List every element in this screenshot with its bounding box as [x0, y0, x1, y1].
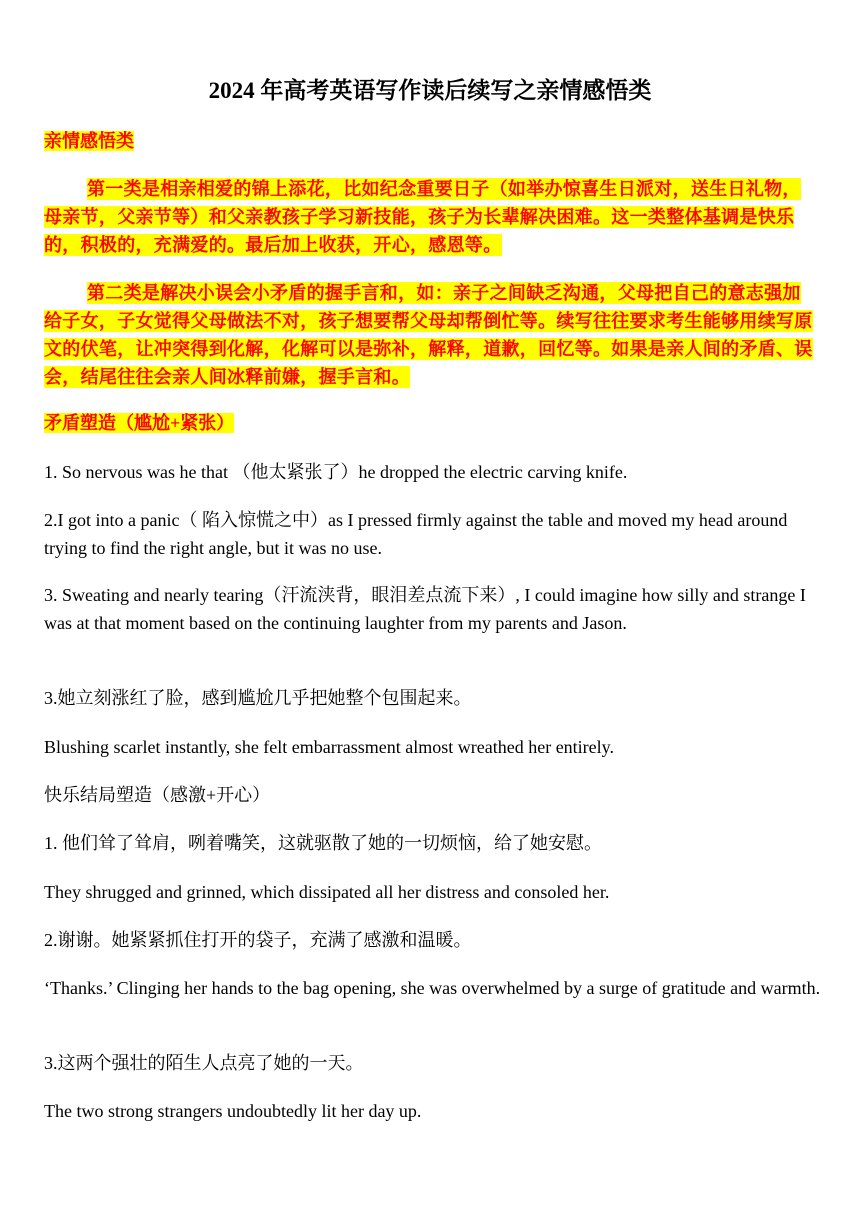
category-one-paragraph: [44, 175, 816, 259]
example-sentence-chinese: 3.她立刻涨红了脸，感到尴尬几乎把她整个包围起来。: [44, 688, 472, 708]
example-sentence: 2.I got into a panic（ 陷入惊慌之中）as I pressed firmly against the table and moved my head around trying to find the right angle, but it was no use.: [44, 510, 788, 558]
example-sentence: 3. Sweating and nearly tearing（汗流浃背，眼泪差点流下来）, I could imagine how silly and strange I was at that moment based on the continuing laughter from my parents and Jason.: [44, 585, 806, 633]
page-title: 2024 年高考英语写作读后续写之亲情感悟类: [208, 78, 652, 103]
example-sentence-english: ‘Thanks.’ Clinging her hands to the bag opening, she was overwhelmed by a surge of gratitude and warmth.: [44, 978, 821, 998]
category-one-text: 第一类是相亲相爱的锦上添花，比如纪念重要日子（如举办惊喜生日派对，送生日礼物，母亲节，父亲节等）和父亲教孩子学习新技能，孩子为长辈解决困难。这一类整体基调是快乐的，积极的，充满爱的。最后加上收获，开心，感恩等。: [44, 179, 801, 255]
example-sentence: 1. So nervous was he that （他太紧张了）he dropped the electric carving knife.: [44, 462, 628, 482]
example-sentence-english: Blushing scarlet instantly, she felt embarrassment almost wreathed her entirely.: [44, 737, 614, 757]
example-sentence-english: The two strong strangers undoubtedly lit her day up.: [44, 1101, 422, 1121]
example-sentence-chinese: 2.谢谢。她紧紧抓住打开的袋子，充满了感激和温暖。: [44, 930, 472, 950]
section-label-family-insight: [44, 127, 134, 155]
section-label-happy-ending: 快乐结局塑造（感激+开心）: [44, 785, 271, 805]
example-sentence-english: They shrugged and grinned, which dissipated all her distress and consoled her.: [44, 882, 610, 902]
category-two-text: 第二类是解决小误会小矛盾的握手言和，如：亲子之间缺乏沟通，父母把自己的意志强加给子女，子女觉得父母做法不对，孩子想要帮父母却帮倒忙等。续写往往要求考生能够用续写原文的伏笔，让冲突得到化解，化解可以是弥补，解释，道歉，回忆等。如果是亲人间的矛盾、误会，结尾往往会亲人间冰释前嫌，握手言和。: [44, 283, 813, 387]
section-label-conflict: [44, 409, 234, 437]
example-sentence-chinese: 1. 他们耸了耸肩，咧着嘴笑，这就驱散了她的一切烦恼，给了她安慰。: [44, 833, 602, 853]
section-label-text: 亲情感悟类: [44, 131, 134, 151]
example-sentence-chinese: 3.这两个强壮的陌生人点亮了她的一天。: [44, 1053, 364, 1073]
category-two-paragraph: [44, 279, 816, 391]
section-label-text: 矛盾塑造（尴尬+紧张）: [44, 413, 235, 433]
